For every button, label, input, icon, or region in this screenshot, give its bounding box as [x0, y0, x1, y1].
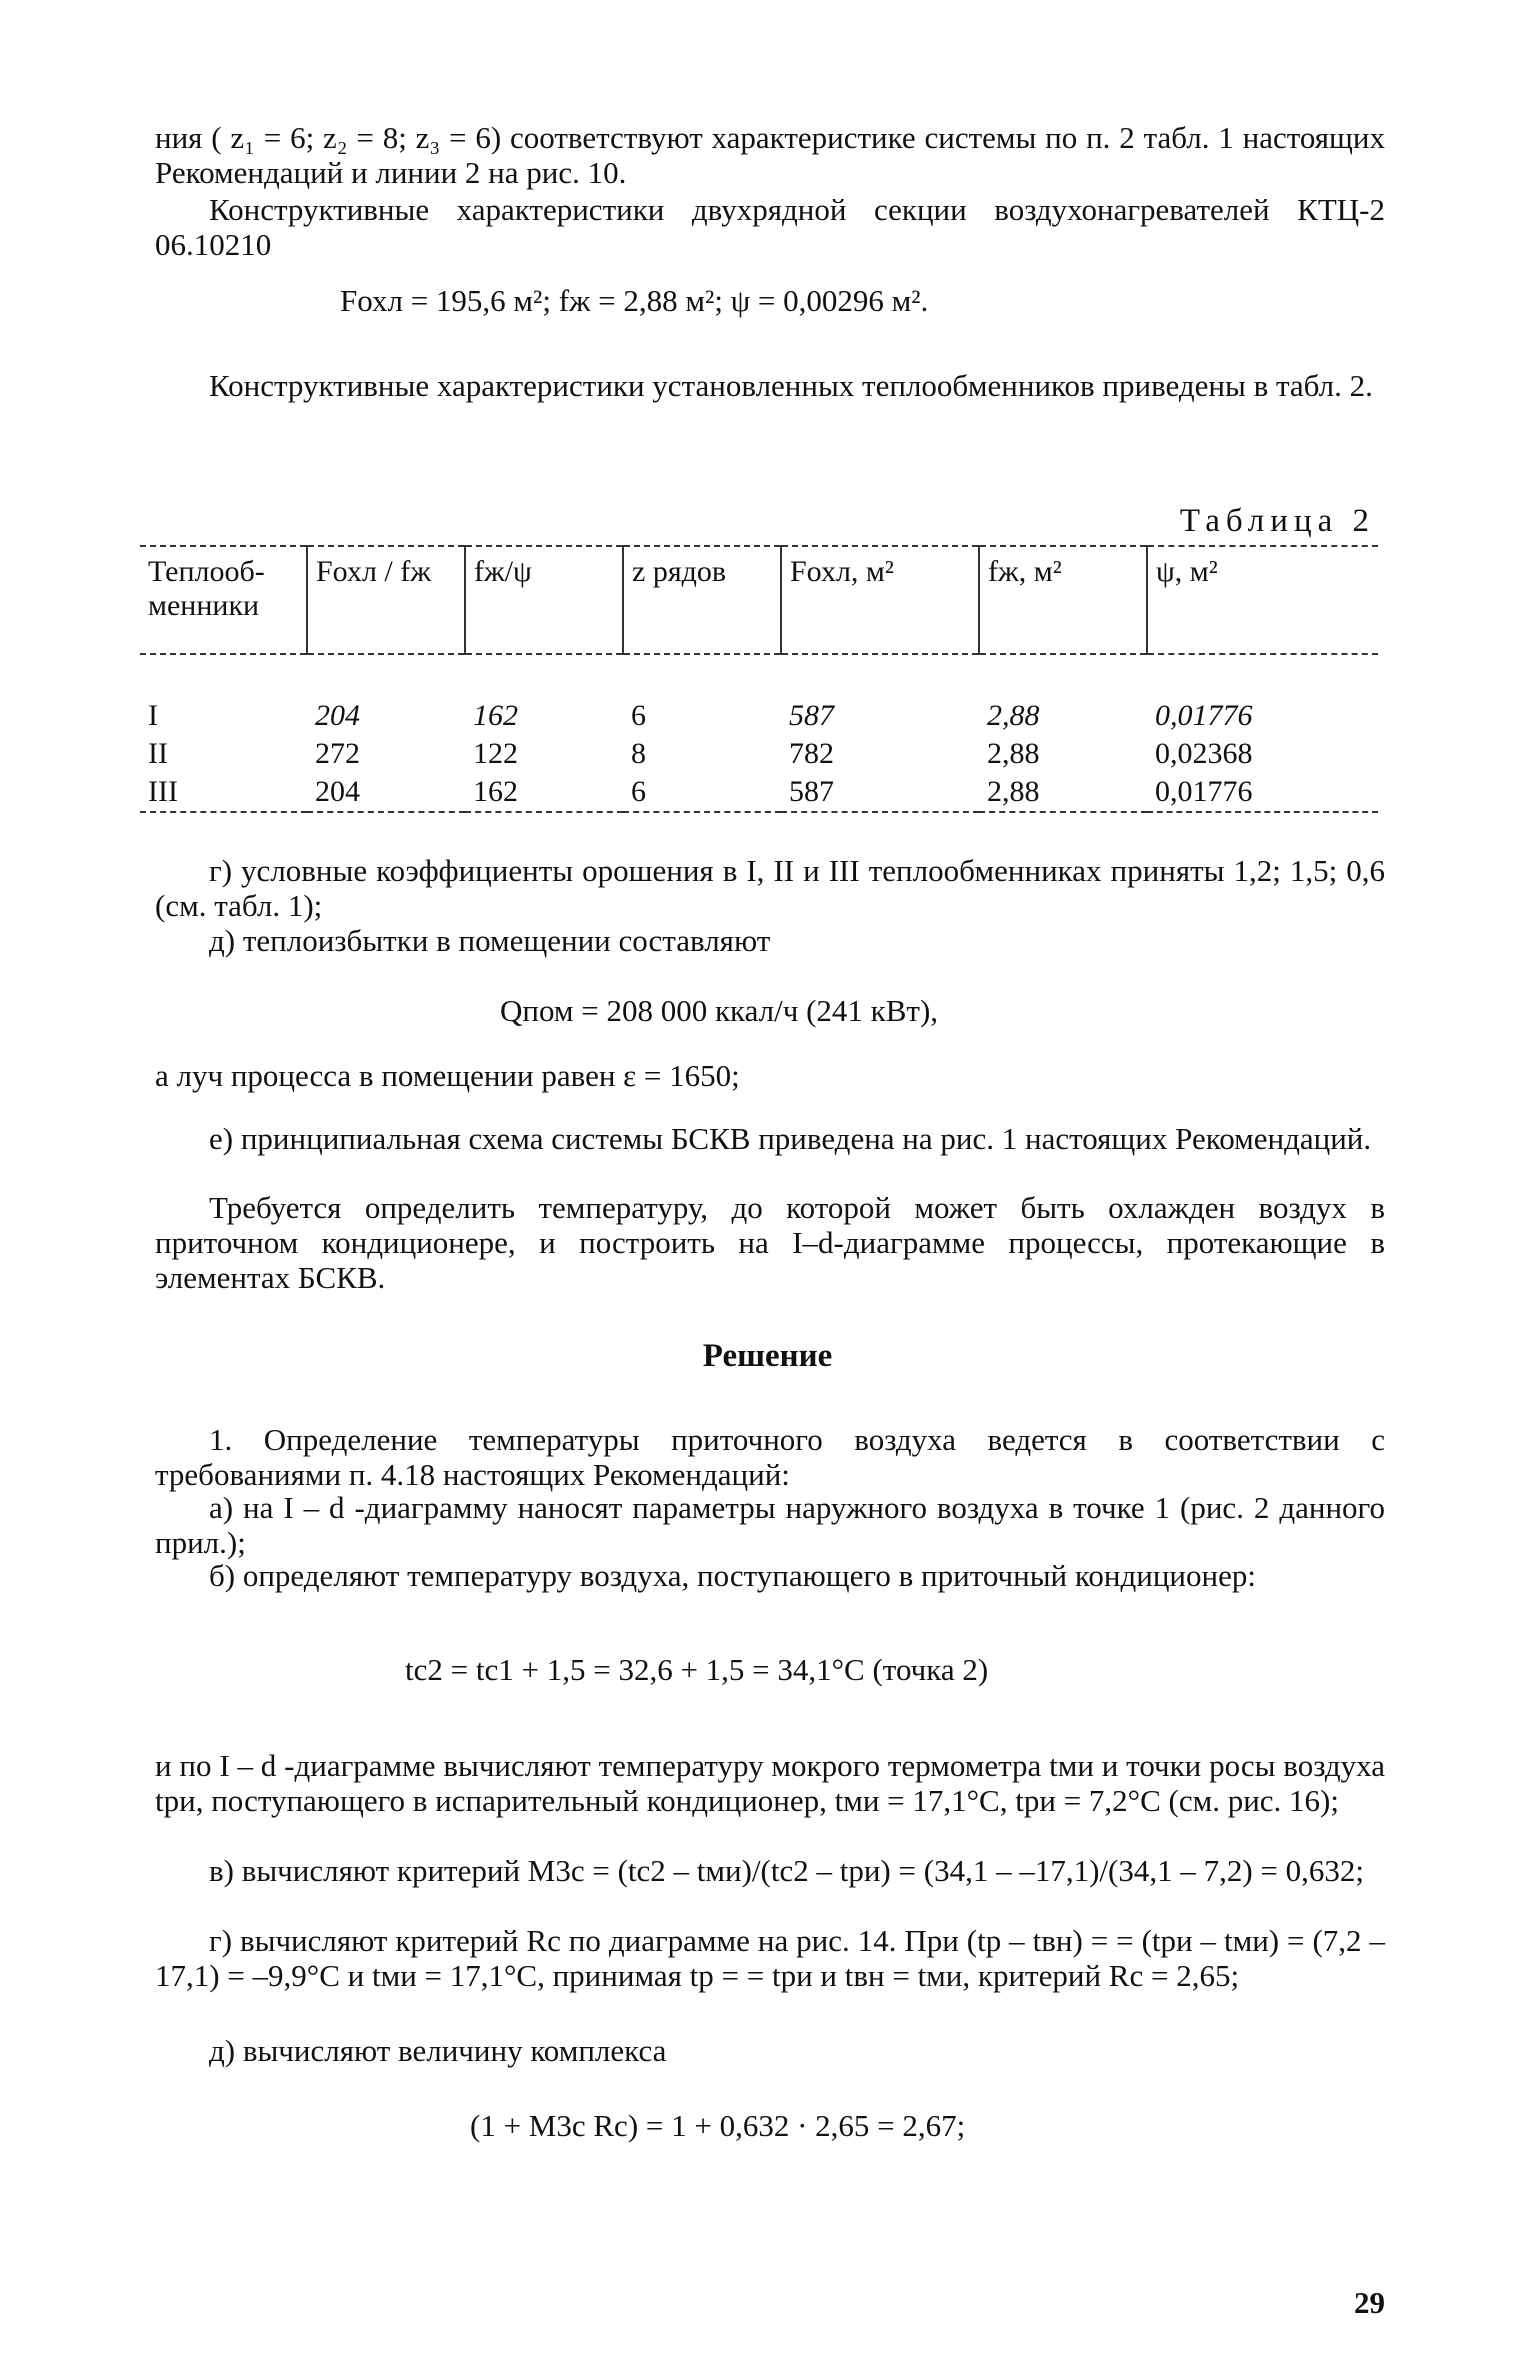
- page-number: 29: [1354, 2285, 1385, 2320]
- paragraph-solution-b: б) определяют температуру воздуха, поступающего в приточный кондиционер:: [209, 1558, 1256, 1593]
- table-header-row: [140, 546, 1378, 654]
- paragraph-intro: ния ( z₁ = 6; z₂ = 8; z₃ = 6) соответствуют характеристике системы по п. 2 табл. 1 настоящих Рекомендаций и линии 2 на рис. 10.: [155, 120, 1385, 190]
- table-cell: 2,88: [987, 699, 1040, 732]
- equation-complex: (1 + М3с Rс) = 1 + 0,632 · 2,65 = 2,67;: [470, 2108, 966, 2143]
- col-header: z рядов: [623, 546, 781, 654]
- table-row: [140, 735, 1378, 773]
- col-header: fж, м²: [979, 546, 1147, 654]
- col-header: Теплооб-менники: [140, 546, 307, 654]
- col-header: Fохл / fж: [307, 546, 465, 654]
- paragraph-solution-v: в) вычисляют критерий М3с = (tс2 – tми)/(tс2 – tри) = (34,1 – –17,1)/(34,1 – 7,2) = 0,632;: [209, 1853, 1364, 1888]
- table-cell: 272: [315, 737, 360, 770]
- paragraph-item-e: е) принципиальная схема системы БСКВ приведена на рис. 1 настоящих Рекомендаций.: [209, 1121, 1372, 1156]
- table-cell: 162: [473, 775, 518, 808]
- paragraph-item-g: г) условные коэффициенты орошения в I, II и III теплообменниках приняты 1,2; 1,5; 0,6 (см. табл. 1);: [155, 853, 1385, 923]
- paragraph-solution-a: а) на I – d -диаграмму наносят параметры наружного воздуха в точке 1 (рис. 2 данного прил.);: [155, 1490, 1385, 1560]
- table-cell: 587: [789, 699, 834, 732]
- table-cell: 0,01776: [1155, 699, 1253, 732]
- table-cell: 0,01776: [1155, 775, 1253, 808]
- table-caption: Таблица 2: [1179, 503, 1375, 539]
- table-cell: II: [148, 737, 168, 770]
- heat-exchanger-table: [140, 545, 1378, 813]
- table-cell: 8: [631, 737, 646, 770]
- table-cell: 2,88: [987, 775, 1040, 808]
- table-cell: 782: [789, 737, 834, 770]
- table-cell: 6: [631, 699, 646, 732]
- table-cell: 122: [473, 737, 518, 770]
- equation-supply-temp: tс2 = tс1 + 1,5 = 32,6 + 1,5 = 34,1°С (точка 2): [405, 1652, 989, 1687]
- table-cell: 587: [789, 775, 834, 808]
- paragraph-process-ray: а луч процесса в помещении равен ε = 1650;: [155, 1058, 740, 1093]
- table-cell: I: [148, 699, 158, 732]
- paragraph-design-characteristics: Конструктивные характеристики двухрядной секции воздухонагревателей КТЦ-2 06.10210: [155, 192, 1385, 262]
- paragraph-requirement: Требуется определить температуру, до которой может быть охлажден воздух в приточном кондиционере, и построить на I–d-диаграмме процессы, протекающие в элементах БСКВ.: [155, 1190, 1385, 1295]
- equation-heat-surplus: Qпом = 208 000 ккал/ч (241 кВт),: [500, 993, 939, 1028]
- paragraph-solution-1: 1. Определение температуры приточного воздуха ведется в соответствии с требованиями п. 4.18 настоящих Рекомендаций:: [155, 1422, 1385, 1492]
- paragraph-solution-d: д) вычисляют величину комплекса: [209, 2033, 667, 2068]
- paragraph-table-ref: Конструктивные характеристики установленных теплообменников приведены в табл. 2.: [209, 368, 1373, 403]
- equation-heater-params: Fохл = 195,6 м²; fж = 2,88 м²; ψ = 0,00296 м².: [340, 283, 929, 318]
- table-cell: 6: [631, 775, 646, 808]
- table-cell: 2,88: [987, 737, 1040, 770]
- table-cell: 0,02368: [1155, 737, 1253, 770]
- table-cell: III: [148, 775, 178, 808]
- paragraph-wet-bulb: и по I – d -диаграмме вычисляют температуру мокрого термометра tми и точки росы воздуха tри, поступающего в испарительный кондиционер, tми = 17,1°С, tри = 7,2°С (см. рис. 16);: [155, 1748, 1385, 1818]
- table-row: [140, 773, 1378, 812]
- table-row: [140, 654, 1378, 735]
- col-header: Fохл, м²: [781, 546, 979, 654]
- table-cell: 204: [315, 699, 360, 732]
- col-header: fж/ψ: [465, 546, 623, 654]
- table-cell: 162: [473, 699, 518, 732]
- solution-heading: Решение: [702, 1338, 833, 1374]
- paragraph-solution-g: г) вычисляют критерий Rс по диаграмме на рис. 14. При (tр – tвн) = = (tри – tми) = (7,2 – 17,1) = –9,9°С и tми = 17,1°С, принимая tр = = tри и tвн = tми, критерий Rс = 2,65;: [155, 1923, 1385, 1993]
- table-cell: 204: [315, 775, 360, 808]
- paragraph-item-d: д) теплоизбытки в помещении составляют: [209, 923, 771, 958]
- col-header: ψ, м²: [1147, 546, 1378, 654]
